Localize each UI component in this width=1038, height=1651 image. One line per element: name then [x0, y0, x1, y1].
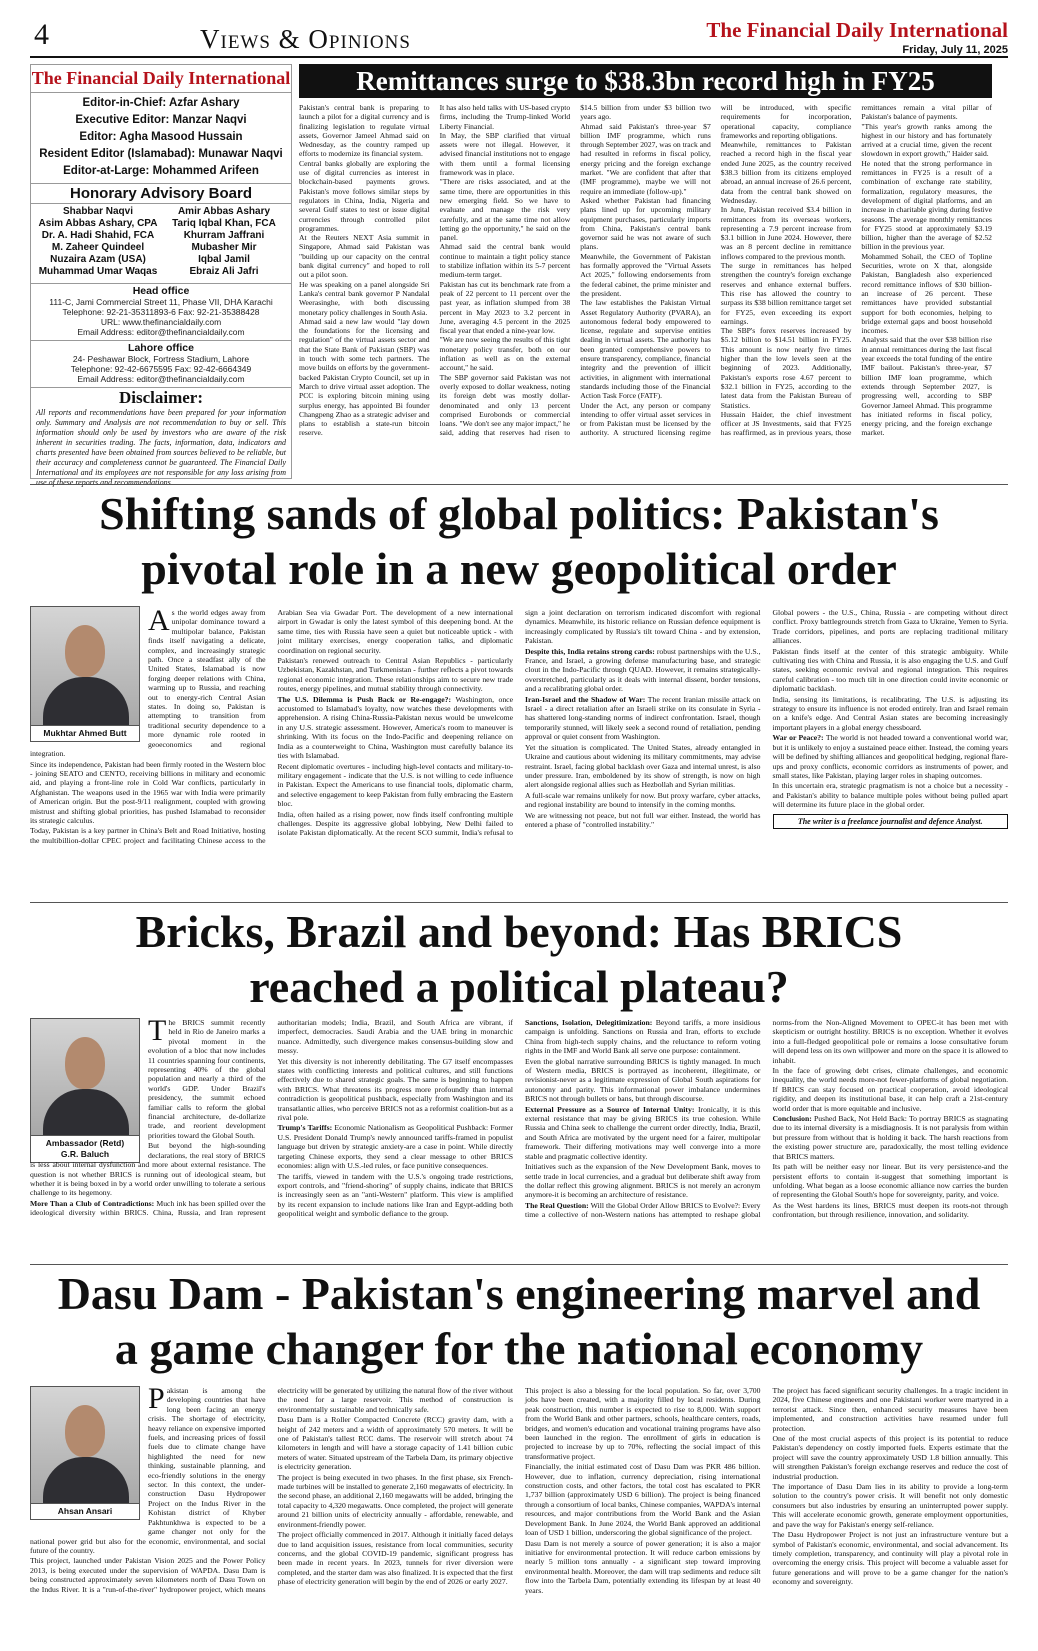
editor-line: Editor-at-Large: Mohammed Arifeen — [63, 165, 259, 177]
article-paragraph: A full-scale war remains unlikely for now. But proxy warfare, cyber attacks, and regional instability are bound to intensify in the coming months. — [525, 790, 761, 810]
article-paragraph: The project has faced significant security challenges. In a tragic incident in 2024, five Chinese engineers and one Pakistani worker were martyred in a terrorist attack. Since then, enhanced security measures have been implemented, and construction activities have resumed under full protection. — [772, 1386, 1008, 1433]
page-header — [30, 14, 1008, 58]
author-title: Ambassador (Retd) — [45, 1138, 125, 1148]
article-paragraph: Initiatives such as the expansion of the New Development Bank, moves to settle trade in local currencies, and a gradual but deliberate shift away from the dollar reflect this growing alignment. BRICS is not merely an acronym anymore-it is becoming an architecture of resistance. — [525, 1162, 761, 1200]
editor-line: Editor-in-Chief: Azfar Ashary — [82, 97, 240, 109]
divider — [30, 1264, 1008, 1265]
article-paragraph: Pakistan's renewed outreach to Central Asian Republics - particularly Uzbekistan, Kazakhstan, and Turkmenistan - further reflects a pivot towards regional economic integration. These relationships aim to secure new trade routes, energy pipelines, and mutual stability through connectivity. — [277, 656, 513, 694]
article-paragraph: Analysts said that the over $38 billion rise in annual remittances during the last fiscal year exceeds the total funding of the entire IMF bailout. Pakistan's three-year, $7 billion IMF loan programme, which extends through September 2027, is progressing well, according to SBP Governor Jameel Ahmad. This programme has initiated reforms in fiscal policy, energy pricing, and the foreign exchange market. — [861, 335, 992, 438]
article-paragraph: Meanwhile, the Government of Pakistan has formally approved the "Virtual Assets Act 2025," following endorsements from the federal cabinet, the prime minister and the president. — [580, 251, 711, 298]
paper-date: Friday, July 11, 2025 — [902, 44, 1008, 56]
disclaimer-title: Disclaimer: — [31, 387, 291, 408]
photo-spacer — [30, 608, 148, 748]
article-paragraph: External Pressure as a Source of Internal Unity: Ironically, it is this external resistance that may be giving BRICS its true cohesion. While Russia and China seek to challenge the current order directly, India, Brazil, and South Africa are motivated by the urgent need for a fairer, multipolar framework. Their differing motivations may well converge into a more stable and pragmatic collective identity. — [525, 1104, 761, 1161]
article-paragraph: In the face of growing debt crises, climate challenges, and economic inequality, the world needs more-not fewer-platforms of global negotiation. If BRICS can stay focused on practical cooperation, avoid ideological rigidity, and deepen its institutional base, it can help craft a 21st-century world order that is more equitable and inclusive. — [772, 1066, 1008, 1113]
board-member: Amir Abbas Ashary — [177, 206, 271, 217]
board-member: Khurram Jaffrani — [183, 230, 265, 241]
board-member: Ebraiz Ali Jafri — [189, 266, 259, 277]
headline-line: pivotal role in a new geopolitical order — [141, 543, 897, 594]
article-paragraph: The Real Question: Will the Global Order Allow BRICS to Evolve?: Every time a collective of non-Western nations has attempted to reshape global norms-from the Non-Aligned Movement to OPEC-it has been met with skepticism or outright hostility. BRICS is no exception. Whether it evolves into a full-fledged geopolitical pole or remains a loose consultative forum will depend less on its own willpower and more on the space it is allowed to inhabit. — [525, 1018, 1008, 1220]
article-paragraph: Dasu Dam is not merely a source of power generation; it is also a major initiative for environmental protection. It will reduce carbon emissions by nearly 5 million tons annually - a significant step toward improving environmental health. Moreover, the dam will trap sediments and reduce silt flow into the Tarbela Dam, potentially extending its lifespan by at least 40 years. — [525, 1538, 761, 1595]
address-line: URL: www.thefinancialdaily.com — [100, 317, 222, 327]
article1-body — [30, 608, 1008, 898]
article-paragraph: India, sensing its limitations, is recalibrating. The U.S. is adjusting its strategy to ensure its influence is not eroded entirely. Iran and Israel remain on a knife's edge. And Central Asian states are becoming increasingly important players in a global energy chessboard. — [772, 694, 1008, 732]
article-paragraph: Since its independence, Pakistan had been firmly rooted in the Western bloc - joining SEATO and CENTO, receiving billions in military and economic aid, and playing a front-line role in Cold War conflicts, particularly in Afghanistan. The weapons used in the 1965 war with India were primarily of American origin. But the post-9/11 realignment, coupled with growing mistrust and shifting global priorities, has pushed Islamabad to reconsider its strategic calculus. — [30, 759, 266, 825]
article-paragraph: Despite this, India retains strong cards: robust partnerships with the U.S., France, and Israel, a growing defense manufacturing base, and strategic clout in the Indo-Pacific through QUAD. However, it remains strategically-overstretched, particularly as it deals with internal dissent, border tensions, and a recalibrating global order. — [525, 646, 761, 694]
head-office-address — [31, 297, 291, 337]
article-paragraph: Financially, the initial estimated cost of Dasu Dam was PKR 486 billion. However, due to inflation, currency depreciation, rising international construction costs, and other factors, the total cost has escalated to PKR 1,737 billion (approximately USD 6 billion). The project is being financed through a consortium of local banks, Chinese companies, WAPDA's internal resources, and major contributions from the World Bank and the Asian Development Bank. In June 2024, the World Bank approved an additional loan of USD 1 billion, underscoring the global significance of the project. — [525, 1462, 761, 1538]
article-paragraph: Ahmad said a new law would "lay down the foundations for the licensing and regulation" of the virtual assets sector and that the State Bank of Pakistan (SBP) was in touch with some tech partners. The move builds on efforts by the government-backed Pakistan Crypto Council, set up in March to drive virtual asset adoption. The PCC is exploring bitcoin mining using surplus energy, has appointed Bi founder Changpeng Zhao as a strategic adviser and plans to establish a state-run bitcoin reserve. — [299, 316, 430, 438]
article-paragraph: Sanctions, Isolation, Delegitimization: Beyond tariffs, a more insidious campaign is unfolding. Sanctions on Russia and Iran, efforts to exclude China from high-tech supply chains, and the reluctance to reform voting rights in the IMF and World Bank all serve one purpose: containment. — [525, 1018, 761, 1056]
article3-body — [30, 1386, 1008, 1644]
article-paragraph: The SBP's forex reserves increased by $5.12 billion to $14.51 billion in FY25. This amount is now nearly five times higher than the low levels seen at the beginning of 2023. Additionally, Pakistan's exports rose 4.67 percent to $32.1 billion in FY25, according to the latest data from the Pakistan Bureau of Statistics. — [720, 326, 852, 410]
article-paragraph: He noted that the strong performance in remittances in FY25 is a result of a combination of exchange rate stability, formalization, regulatory measures, the development of digital platforms, and an increase in charitable giving during festive seasons. The average monthly remittances for FY25 stood at approximately $3.19 billion, higher than the average of $2.52 billion in the previous year. — [861, 158, 992, 252]
author-name: Ahsan Ansari — [31, 1503, 139, 1519]
article-paragraph: The project officially commenced in 2017. Although it initially faced delays due to land acquisition issues, resistance from local communities, security concerns, and the global COVID-19 pandemic, significant progress has been made in recent years. In 2023, tunnels for river diversion were completed, and the starter dam was also finalized. It is expected that the first phase of electricity generation will begin by the end of 2026 or early 2027. — [277, 1530, 513, 1587]
board-member: Shabbar Naqvi — [62, 206, 134, 217]
article3-headline — [0, 1266, 1038, 1376]
drop-cap: T — [148, 1018, 167, 1047]
article-paragraph: He was speaking on a panel alongside Sri Lanka's central bank governor P Nandalal Weerasinghe, with both discussing monetary policy challenges in South Asia. — [299, 279, 430, 317]
page-number: 4 — [34, 18, 49, 51]
article-paragraph: The SBP governor said Pakistan was not overly exposed to dollar weakness, noting its foreign debt was mostly dollar-denominated and only 13 percent comprised Eurobonds or commercial loans. "We don't see any major impact," he said, adding that reserves had risen to $14.5 billion from under $3 billion two years ago. — [439, 103, 711, 438]
article-paragraph: Meanwhile, remittances to Pakistan reached a record high in the fiscal year ended June 2025, as the country received $38.3 billion from its citizens employed abroad, an annual increase of 26.6 percent, data from the central bank showed on Wednesday. — [720, 140, 852, 205]
address-line: 24- Peshawar Block, Fortress Stadium, Lahore — [72, 354, 250, 364]
article-paragraph: Iran-Israel and the Shadow of War: The recent Iranian missile attack on Israel - a direct retaliation after an Israeli strike on its consulate in Syria - has shattered long-standing norms of indirect confrontation. Israel, though temporarily stunned, will likely seek a second round of retaliation, pending approval or quiet consent from Washington. — [525, 694, 761, 742]
article-paragraph: The surge in remittances has helped strengthen the country's foreign exchange reserves and enhance external buffers. This rise has allowed the country to surpass its $38 billion remittance target set for FY25, even exceeding its export earnings. — [720, 261, 852, 326]
disclaimer-text: All reports and recommendations have been prepared for your information only. Summary and Analysis are not recommendation to buy or sell. This information should only be used by investors who are aware of the risk inherent in securities trading. The facts, information, data, indicators and charts presented have been obtained from sources believed to be reliable, but their accuracy and completeness cannot be guaranteed. The Financial Daily International and its employees are not responsible for any loss arising from use of these reports and recommendations. — [36, 408, 286, 487]
article-paragraph: Trump's Tariffs: Economic Nationalism as Geopolitical Pushback: Former U.S. President Donald Trump's newly announced tariffs-framed in populist language but driven by strategic anxiety-are a case in point. While directly targeting Chinese exports, they send a clear message to other BRICS economies: align with U.S.-led rules, or face punitive consequences. — [277, 1123, 513, 1171]
article-paragraph: Pakistan finds itself at the center of this strategic ambiguity. While cultivating ties with China and Russia, it is also engaging the U.S. and Gulf states, seeking economic revival and regional integration. This requires careful calibration - too much tilt in one direction could invite economic or diplomatic backlash. — [772, 646, 1008, 694]
article-paragraph: In June, Pakistan received $3.4 billion in remittances from its overseas workers, representing a 7.9 percent increase from $3.1 billion in June 2024. However, there was an 8 percent decline in remittance inflows compared to the previous month. — [720, 205, 852, 261]
board-member: Iqbal Jamil — [198, 254, 250, 265]
masthead-name: The Financial Daily International — [31, 65, 291, 93]
article-paragraph: India, often hailed as a rising power, now finds itself confronting multiple challenges. Despite its aggressive global lobbying, New Delhi failed to isolate Pakistan diplomatically. At the recent SCO summit, India's refusal to sign a joint declaration on terrorism indicated discomfort with regional dynamics. Meanwhile, its historic reliance on Russian defence equipment is increasingly complicated by Russia's tilt toward China - and by extension, Pakistan. — [277, 608, 761, 838]
article-paragraph: The project is being executed in two phases. In the first phase, six French-made turbines will be installed to generate 2,160 megawatts of electricity. In the second phase, an additional 2,160 megawatts will be added, bringing the total capacity to 4,320 megawatts. Once completed, the project will generate around 21 billion units of electricity annually - affordable, renewable, and environment-friendly power. — [277, 1472, 513, 1529]
article-paragraph: As the West hardens its lines, BRICS must deepen its roots-not through confrontation, but through resilience, innovation, and solidarity. — [772, 1200, 1008, 1220]
article-paragraph: Pakistan's central bank is preparing to launch a pilot for a digital currency and is finalizing legislation to regulate virtual assets, Governor Jameel Ahmad said on Wednesday, as the country ramped up efforts to modernize its financial system. — [299, 103, 430, 159]
article-paragraph: Dasu Dam is a Roller Compacted Concrete (RCC) gravity dam, with a height of 242 meters and a width of approximately 570 meters. It will be one of Pakistan's tallest RCC dams. The reservoir will stretch about 74 kilometers in length and will have a storage capacity of 1.41 billion cubic meters of water. Situated upstream of the Tarbela Dam, its primary objective is electricity generation. — [277, 1415, 513, 1472]
article-paragraph: Recent diplomatic overtures - including high-level contacts and military-to-military engagement - indicate that the U.S. is not willing to cede influence in Pakistan. Expect the Americans to use financial tools, diplomatic charm, and selective engagement to keep Pakistan from fully embracing the Eastern bloc. — [277, 761, 513, 809]
writer-note: The writer is a freelance journalist and defence Analyst. — [773, 814, 1009, 829]
masthead-box — [30, 64, 292, 487]
section-title: Views & Opinions — [200, 24, 411, 54]
divider — [30, 484, 1008, 485]
editor-line: Editor: Agha Masood Hussain — [79, 131, 243, 143]
address-line: Email Address: editor@thefinancialdaily.com — [77, 374, 245, 384]
headline-line: reached a political plateau? — [249, 961, 789, 1012]
editor-line: Resident Editor (Islamabad): Munawar Naqvi — [39, 148, 283, 160]
article-paragraph: This project, launched under Pakistan Vision 2025 and the Power Policy 2013, is being executed under the supervision of WAPDA. Dasu Dam is being constructed approximately seven kilometers north of Dasu Town on the Indus River. It is a "run-of-the-river" hydropower project, which means electricity will be generated by utilizing the natural flow of the river without the need for a large reservoir. This method of construction is environmentally sustainable and technically safe. — [30, 1386, 513, 1594]
article1-headline — [0, 486, 1038, 596]
article-paragraph: Even the global narrative surrounding BRICS is tightly managed. In much of Western media, BRICS is portrayed as incoherent, illegitimate, or revisionist-never as a legitimate expression of Global South aspirations for autonomy and parity. This informational power imbalance undermines BRICS not through bullets or bans, but through discourse. — [525, 1056, 761, 1104]
article-paragraph: The law establishes the Pakistan Virtual Asset Regulatory Authority (PVARA), an autonomous federal body empowered to license, regulate and supervise entities dealing in virtual assets. The authority has been granted comprehensive powers to ensure transparency, compliance, financial integrity and the prevention of illicit activities, in alignment with international standards including those of the Financial Action Task Force (FATF). — [580, 298, 711, 401]
article-paragraph: More Than a Club of Contradictions: Much ink has been spilled over the ideological diversity within BRICS. China, Russia, and Iran represent authoritarian models; India, Brazil, and South Africa are vibrant, if imperfect, democracies. Saudi Arabia and the UAE bring in monarchic nuance. Admittedly, such divergence makes consensus-building slow and messy. — [30, 1018, 513, 1218]
author-name: Mukhtar Ahmed Butt — [31, 725, 139, 741]
board-member: Tariq Iqbal Khan, FCA — [172, 218, 276, 229]
article-paragraph: One of the most crucial aspects of this project is its potential to reduce Pakistan's dependency on costly imported fuels. Experts estimate that the project will save the country approximately USD 1.8 billion annually. This will strengthen Pakistan's foreign exchange reserves and reduce the cost of industrial production. — [772, 1434, 1008, 1481]
article-paragraph: The tariffs, viewed in tandem with the U.S.'s ongoing trade restrictions, export controls, and "friend-shoring" of supply chains, indicate that BRICS is increasingly seen as an "anti-Western" platform. This view is amplified by its recent expansion to include nations like Iran and Egypt-adding both geopolitical weight and symbolic defiance to the group. — [277, 1171, 513, 1219]
article-paragraph: Ahmad said the central bank would continue to maintain a tight policy stance to stabilize inflation within its 5-7 percent medium-term target. — [439, 242, 571, 280]
advisory-board — [31, 204, 291, 280]
article-paragraph: "We are now seeing the results of this tight monetary policy transfer, both on our inflation as well as on the external account," he said. — [439, 335, 571, 373]
lahore-office-address — [31, 354, 291, 384]
article-paragraph: Today, Pakistan is a key partner in China's Belt and Road Initiative, hosting the multibillion-dollar CPEC project and facilitating Chinese access to the Arabian Sea via Gwadar Port. The development of a new international airport in Gwadar is only the latest symbol of this deepening bond. At the same time, ties with Russia have seen a quiet but noticeable uptick - with joint military exercises, energy cooperation talks, and diplomatic coordination on regional security. — [30, 608, 513, 845]
address-line: 111-C, Jami Commercial Street 11, Phase VII, DHA Karachi — [49, 297, 273, 307]
article-paragraph: Central banks globally are exploring the use of digital currencies as interest in blockchain-based payments grows. Pakistan's move follows similar steps by regulators in China, India, Nigeria and several Gulf states to test or issue digital currencies through controlled pilot programmes. — [299, 158, 430, 233]
article-paragraph: Its path will be neither easy nor linear. But its very persistence-and the persistent efforts to contain it-suggest that something important is unfolding. What began as a loose economic alliance now carries the burden of representing the Global South's hope for sovereignty, parity, and voice. — [772, 1162, 1008, 1200]
board-member: M. Zaheer Quindeel — [51, 242, 145, 253]
address-line: Email Address: editor@thefinancialdaily.com — [77, 327, 245, 337]
advisory-board-title: Honorary Advisory Board — [31, 183, 291, 204]
board-member: Dr. A. Hadi Shahid, FCA — [41, 230, 155, 241]
headline-line: Shifting sands of global politics: Pakistan's — [99, 488, 939, 539]
remittances-headline: Remittances surge to $38.3bn record high in FY25 — [299, 64, 992, 98]
article2-body — [30, 1018, 1008, 1260]
drop-cap: A — [148, 608, 170, 637]
article-paragraph: It has also held talks with US-based crypto firms, including the Trump-linked World Liberty Financial. — [439, 103, 571, 131]
article-paragraph: War or Peace?: The world is not headed toward a conventional world war, but it is unlikely to enjoy a sustained peace either. Instead, the coming years will be defined by shifting alliances and geopolitical hedging, regional flare-ups and proxy conflicts, economic corridors as instruments of power, and small states, like Pakistan, playing larger roles in shaping outcomes. — [772, 733, 1008, 780]
editor-line: Executive Editor: Manzar Naqvi — [75, 114, 247, 126]
headline-line: Bricks, Brazil and beyond: Has BRICS — [135, 906, 903, 957]
article-paragraph: But beyond the high-sounding declarations, the real story of BRICS is less about internal dysfunction and more about external resistance. The question is not whether BRICS is running out of ideological steam, but whether it is being boxed in by a world order unwilling to tolerate a serious challenge to its hegemony. — [30, 1141, 266, 1198]
article-paragraph: In this uncertain era, strategic pragmatism is not a choice but a necessity - and Pakistan's ability to balance multiple poles without being pulled apart will determine its future place in the global order. — [772, 781, 1008, 810]
address-line: Telephone: 92-21-35311893-6 Fax: 92-21-35388428 — [62, 307, 260, 317]
remittances-body — [299, 103, 992, 479]
article-paragraph: "This year's growth ranks among the highest in our history and has fortunately arrived at a crucial time, given the recent slowdown in export growth," Haider said. — [861, 121, 992, 159]
article-paragraph: Under the Act, any person or company intending to offer virtual asset services in or from Pakistan must be licensed by the authority. A structured licensing regime will be introduced, with specific requirements for incorporation, operational capacity, compliance frameworks and reporting obligations. — [580, 103, 852, 438]
article-paragraph: Pakistan has cut its benchmark rate from a peak of 22 percent to 11 percent over the past year, as inflation slumped from 38 percent in May 2023 to 3.2 percent in June, averaging 4.5 percent in the 2025 fiscal year that ended a nine-year low. — [439, 279, 571, 336]
paper-name: The Financial Daily International — [706, 18, 1008, 42]
article-paragraph: At the Reuters NEXT Asia summit in Singapore, Ahmad said Pakistan was "building up our capacity on the central bank digital currency" and hoped to roll out a pilot soon. — [299, 233, 430, 280]
drop-cap: P — [148, 1386, 165, 1415]
article-paragraph: Pakistan is among the developing countries that have long been facing an energy crisis. The shortage of electricity, heavy reliance on expensive imported fuels, and increasing prices of fossil fuels due to climate change have highlighted the need for new thinking, sustainable planning, and eco-friendly solutions in the energy sector. In this context, the under-construction Dasu Hydropower Project on the Indus River in the Kohistan district of Khyber Pakhtunkhwa is expected to be a game changer not only for the national power grid but also for the economic, environmental, and social future of the country. — [30, 1386, 266, 1555]
article-paragraph: The importance of Dasu Dam lies in its ability to provide a long-term solution to the country's power crisis. It will benefit not only domestic consumers but also industries by ensuring an uninterrupted power supply. This will accelerate economic growth, generate employment opportunities, and pave the way for Pakistan's energy self-reliance. — [772, 1482, 1008, 1529]
photo-spacer — [30, 1386, 148, 1528]
article-paragraph: The U.S. Dilemma is Push Back or Re-engage?: Washington, once accustomed to Islamabad's loyalty, now watches these developments with apprehension. A rising China-Russia-Pakistan nexus would be unwelcome in any U.S. strategic assessment. However, America's room to maneuver is shrinking. With its focus on the Indo-Pacific and deepening reliance on India as a counterweight to China, Washington must carefully balance its ties with Islamabad. — [277, 694, 513, 761]
author-name-line: G.R. Baluch — [60, 1149, 110, 1159]
article-paragraph: Conclusion: Pushed Back, Not Held Back: To portray BRICS as stagnating due to its internal diversity is a misdiagnosis. It is not paralysis from within but pressure from without that is holding it back. The harsh reactions from the existing power structure are, paradoxically, the most telling evidence that BRICS matters. — [772, 1114, 1008, 1161]
article-paragraph: Ahmad said Pakistan's three-year $7 billion IMF programme, which runs through September 2027, was on track and had resulted in reforms in fiscal policy, energy pricing and the foreign exchange market. "We are confident that after that (IMF programme), maybe we will not require an immediate (follow-up)." — [580, 121, 711, 196]
article-paragraph: In May, the SBP clarified that virtual assets were not illegal. However, it advised financial institutions not to engage with them until a formal licensing framework was in place. — [439, 130, 571, 178]
article-paragraph: The Dasu Hydropower Project is not just an infrastructure venture but a symbol of Pakistan's economic, environmental, and social advancement. Its timely completion, transparency, and continuity will play a pivotal role in overcoming the energy crisis. This project will become a valuable asset for future generations and will prove to be a game changer for the nation's economy and sovereignty. — [772, 1530, 1008, 1587]
headline-line: a game changer for the national economy — [114, 1323, 924, 1374]
board-member: Muhammad Umar Waqas — [38, 266, 158, 277]
photo-spacer — [30, 1018, 148, 1160]
article-paragraph: Mohammed Sohail, the CEO of Topline Securities, wrote on X that, alongside Pakistan, Bangladesh also experienced record remittance inflows of $30 billion-an increase of 26 percent. These remittances have provided substantial support for both economies, helping to bridge external gaps and boost household incomes. — [861, 251, 992, 336]
article-paragraph: We are witnessing not peace, but not full war either. Instead, the world has entered a phase of "controlled instability." — [525, 810, 761, 829]
article-paragraph: As the world edges away from unipolar dominance toward a multipolar balance, Pakistan finds itself navigating a delicate, complex, and increasingly strategic path. Once a steadfast ally of the United States, Islamabad is now forging deeper relations with China, warming up to Russia, and reaching out to energy-rich Central Asian states. In doing so, Pakistan is attempting to transition from traditional security dependence to a more dynamic role rooted in geoeconomics and regional integration. — [30, 608, 266, 759]
article-paragraph: Yet this diversity is not inherently debilitating. The G7 itself encompasses states with conflicting interests and political cultures, and still functions effectively due to shared strategic goals. The same is beginning to happen with BRICS. What threatens its progress more profoundly than internal contradiction is geopolitical pushback, especially from Washington and its transatlantic allies, who perceive BRICS not as a reformist coalition-but as a rival pole. — [277, 1056, 513, 1123]
board-member: Asim Abbas Ashary, CPA — [38, 218, 158, 229]
article-paragraph: Hussain Haider, the chief investment officer at JS Investments, said that FY25 has reaffirmed, as in previous years, those remittances remain a vital pillar of Pakistan's balance of payments. — [720, 103, 992, 438]
article-paragraph: The BRICS summit recently held in Rio de Janeiro marks a pivotal moment in the evolution of a bloc that now includes 11 countries spanning four continents, representing 40% of the global population and nearly a third of the world's GDP. Under Brazil's presidency, the summit echoed familiar calls to reform the global financial architecture, de-dollarize trade, and reorient development priorities toward the Global South. — [148, 1018, 266, 1140]
article-paragraph: "There are risks associated, and at the same time, there are opportunities in this new emerging field. So we have to evaluate and manage the risk very carefully, and at the same time not allow letting go the opportunity," he said on the panel. — [439, 177, 571, 243]
article-paragraph: This project is also a blessing for the local population. So far, over 3,700 jobs have been created, with a majority filled by local residents. During peak construction, this number is expected to rise to 8,000. With support from the World Bank and other partners, schools, healthcare centers, roads, bridges, and women's education and vocational training programs have also been launched in the region. The enrollment of girls in education is projected to increase by up to 70%, reflecting the social impact of this transformative project. — [525, 1386, 761, 1461]
divider — [30, 902, 1008, 903]
headline-line: Dasu Dam - Pakistan's engineering marvel and — [57, 1268, 981, 1319]
board-member: Nuzaira Azam (USA) — [50, 254, 146, 265]
head-office-title: Head office — [31, 283, 291, 297]
article-paragraph: Asked whether Pakistan had financing plans lined up for upcoming military equipment purchases, particularly imports from China, Pakistan's central bank governor said he was not aware of such plans. — [580, 195, 711, 252]
article-paragraph: Yet the situation is complicated. The United States, already entangled in Ukraine and cautious about widening its military commitments, may advise restraint. Israel, facing global backlash over Gaza and internal unrest, is also under pressure. Iran, emboldened by its show of strength, is now on high alert alongside regional allies such as Hezbollah and Syrian militias. — [525, 742, 761, 790]
article2-headline — [0, 904, 1038, 1014]
board-member: Mubasher Mir — [191, 242, 257, 253]
address-line: Telephone: 92-42-6675595 Fax: 92-42-6664349 — [70, 364, 252, 374]
article-paragraph: Global powers - the U.S., China, Russia - are competing without direct conflict. Proxy battlegrounds stretch from Gaza to Ukraine, Yemen to Syria. Trade corridors, pipelines, and ports are replacing traditional military alliances. — [772, 608, 1008, 646]
lahore-office-title: Lahore office — [31, 340, 291, 354]
